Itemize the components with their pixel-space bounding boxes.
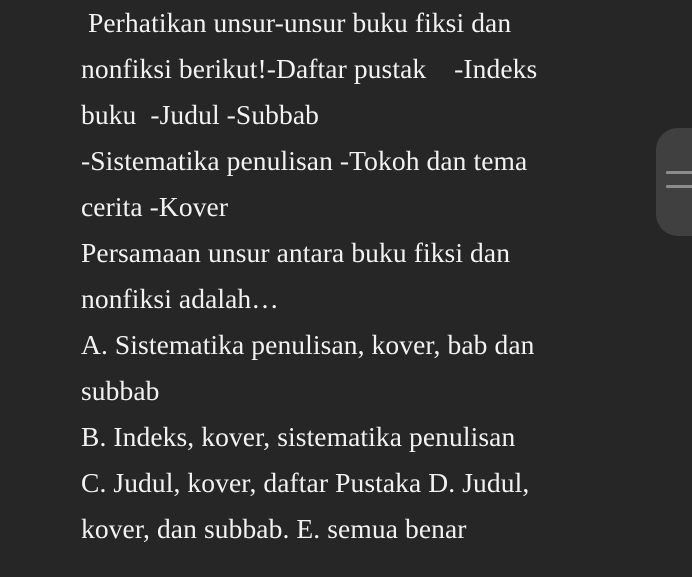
- text-line-5: cerita -Kover: [81, 191, 229, 222]
- text-line-1: Perhatikan unsur-unsur buku fiksi dan: [81, 7, 512, 38]
- text-line-3: buku -Judul -Subbab: [81, 99, 320, 130]
- text-line-2: nonfiksi berikut!-Daftar pustak -Indeks: [81, 53, 538, 84]
- text-line-6: Persamaan unsur antara buku fiksi dan: [81, 237, 511, 268]
- option-c-d: C. Judul, kover, daftar Pustaka D. Judul,: [81, 467, 530, 498]
- option-d-e: kover, dan subbab. E. semua benar: [81, 513, 467, 544]
- side-drawer-handle[interactable]: [656, 128, 692, 236]
- text-line-7: nonfiksi adalah…: [81, 283, 279, 314]
- handle-grip-icon: [666, 185, 692, 188]
- handle-grip-icon: [666, 171, 692, 174]
- option-b: B. Indeks, kover, sistematika penulisan: [81, 421, 516, 452]
- option-a: A. Sistematika penulisan, kover, bab dan: [81, 329, 535, 360]
- text-line-4: -Sistematika penulisan -Tokoh dan tema: [81, 145, 528, 176]
- option-a-cont: subbab: [81, 375, 160, 406]
